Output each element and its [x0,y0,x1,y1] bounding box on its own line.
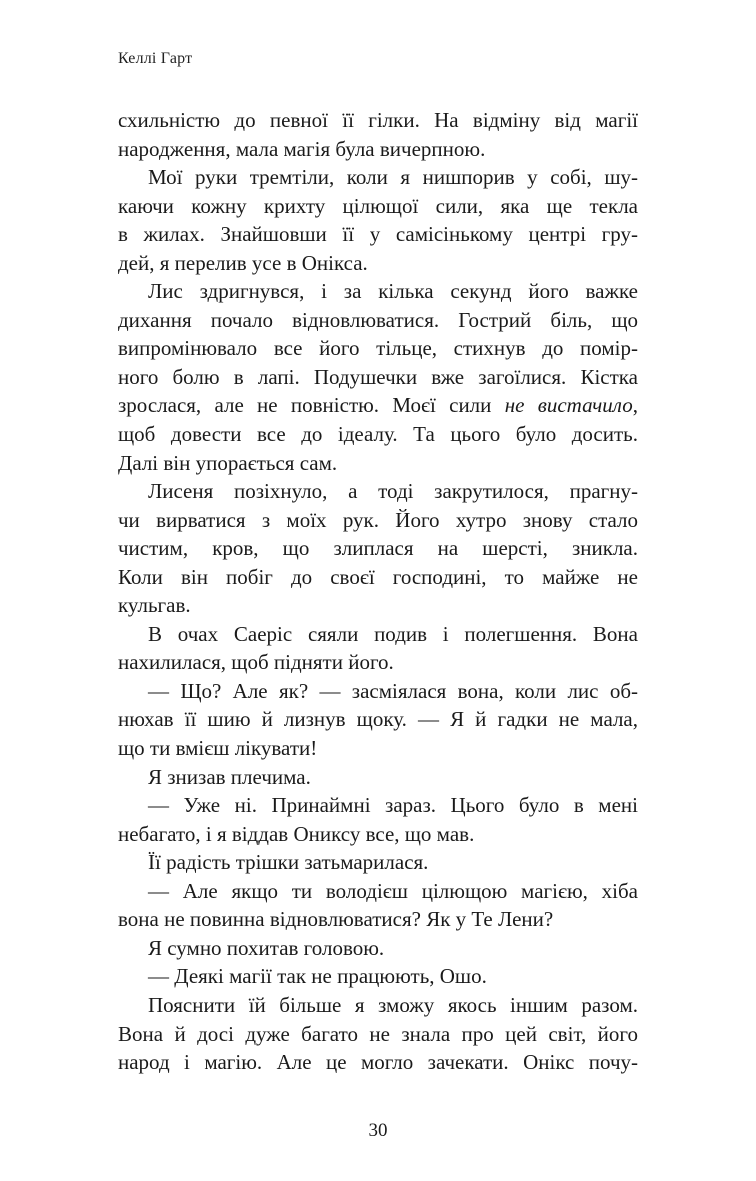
text-line-content: Мої руки тремтіли, коли я нишпорив у собі, шу- [148,165,638,190]
text-line-content: Лисеня позіхнуло, а тоді закрутилося, прагну- [148,479,638,504]
text-line-content: нюхав її шию й лизнув щоку. — Я й гадки не мала, [118,707,638,732]
text-line-content: каючи кожну крихту цілющої сили, яка ще текла [118,193,638,218]
text-line [118,534,638,563]
text-line-content: Я знизав плечима. [148,764,311,789]
text-line [118,705,638,734]
text-line [118,648,638,677]
text-line [118,763,638,792]
text-line-content: ного болю в лапі. Подушечки вже загоїлися. Кістка [118,364,638,389]
text-line [118,506,638,535]
italic-emphasis: не вистачило [504,393,633,418]
text-line-content: народ і магію. Але це могло зачекати. Онікс почу- [118,1050,638,1075]
text-line [118,734,638,763]
text-line [118,192,638,221]
text-line-content: — Деякі магії так не працюють, Ошо. [148,964,487,989]
text-line [118,991,638,1020]
text-line [118,135,638,164]
text-line [118,791,638,820]
text-line-content: — Уже ні. Принаймні зараз. Цього було в мені [148,793,638,818]
text-line [118,962,638,991]
text-line [118,620,638,649]
text-line [118,106,638,135]
text-line [118,563,638,592]
text-line-content: вона не повинна відновлюватися? Як у Те Лени? [118,907,554,932]
text-line-content: Коли він побіг до своєї господині, то майже не [118,564,638,589]
text-line-content: випромінювало все його тільце, стихнув до помір- [118,336,638,361]
text-line [118,334,638,363]
text-line [118,306,638,335]
text-line-content: щоб довести все до ідеалу. Та цього було досить. [118,422,638,447]
text-line-content: в жилах. Знайшовши її у самісінькому центрі гру- [118,222,638,247]
page-body-text [118,106,638,1077]
text-line-content: дихання почало відновлюватися. Гострий біль, що [118,307,638,332]
text-line-content: Лис здригнувся, і за кілька секунд його важке [148,279,638,304]
text-line [118,391,638,420]
text-line [118,934,638,963]
text-line-content: — Але якщо ти володієш цілющою магією, хіба [148,878,638,903]
text-line-content: нахилилася, щоб підняти його. [118,650,394,675]
text-line-content: народження, мала магія була вичерпною. [118,136,486,161]
punctuation: , [632,393,638,418]
text-line-content: схильністю до певної її гілки. На відміну від магії [118,108,638,132]
text-line-content: кульгав. [118,593,191,618]
text-line [118,163,638,192]
text-line [118,591,638,620]
text-line-content: В очах Саеріс сяяли подив і полегшення. Вона [148,621,638,646]
text-line [118,1048,638,1077]
text-line [118,877,638,906]
text-line [118,677,638,706]
text-line-content: дей, я перелив усе в Онікса. [118,250,368,275]
text-line [118,1020,638,1049]
text-line-content: чистим, кров, що злиплася на шерсті, зникла. [118,536,638,561]
text-line-content: що ти вмієш лікувати! [118,736,318,761]
text-line [118,449,638,478]
text-line [118,820,638,849]
text-line [118,477,638,506]
text-line-content: небагато, і я віддав Ониксу все, що мав. [118,821,475,846]
text-line [118,363,638,392]
text-line-content: Її радість трішки затьмарилася. [148,850,429,875]
text-line [118,905,638,934]
text-line [118,848,638,877]
page-number: 30 [368,1120,388,1141]
running-header: Келлі Гарт [118,50,193,67]
text-line [118,220,638,249]
text-line-content: Вона й досі дуже багато не знала про цей світ, його [118,1021,638,1046]
text-line-content: Далі він упорається сам. [118,450,338,475]
text-line [118,249,638,278]
text-line-content: — Що? Але як? — засміялася вона, коли лис об- [148,678,638,703]
text-line-content: чи вирватися з моїх рук. Його хутро знову стало [118,507,638,532]
text-line-content: зрослася, але не повністю. Моєї сили [118,393,505,418]
text-line [118,277,638,306]
text-line-content: Я сумно похитав головою. [148,935,385,960]
text-line [118,420,638,449]
text-line-content: Пояснити їй більше я зможу якось іншим разом. [148,992,638,1017]
